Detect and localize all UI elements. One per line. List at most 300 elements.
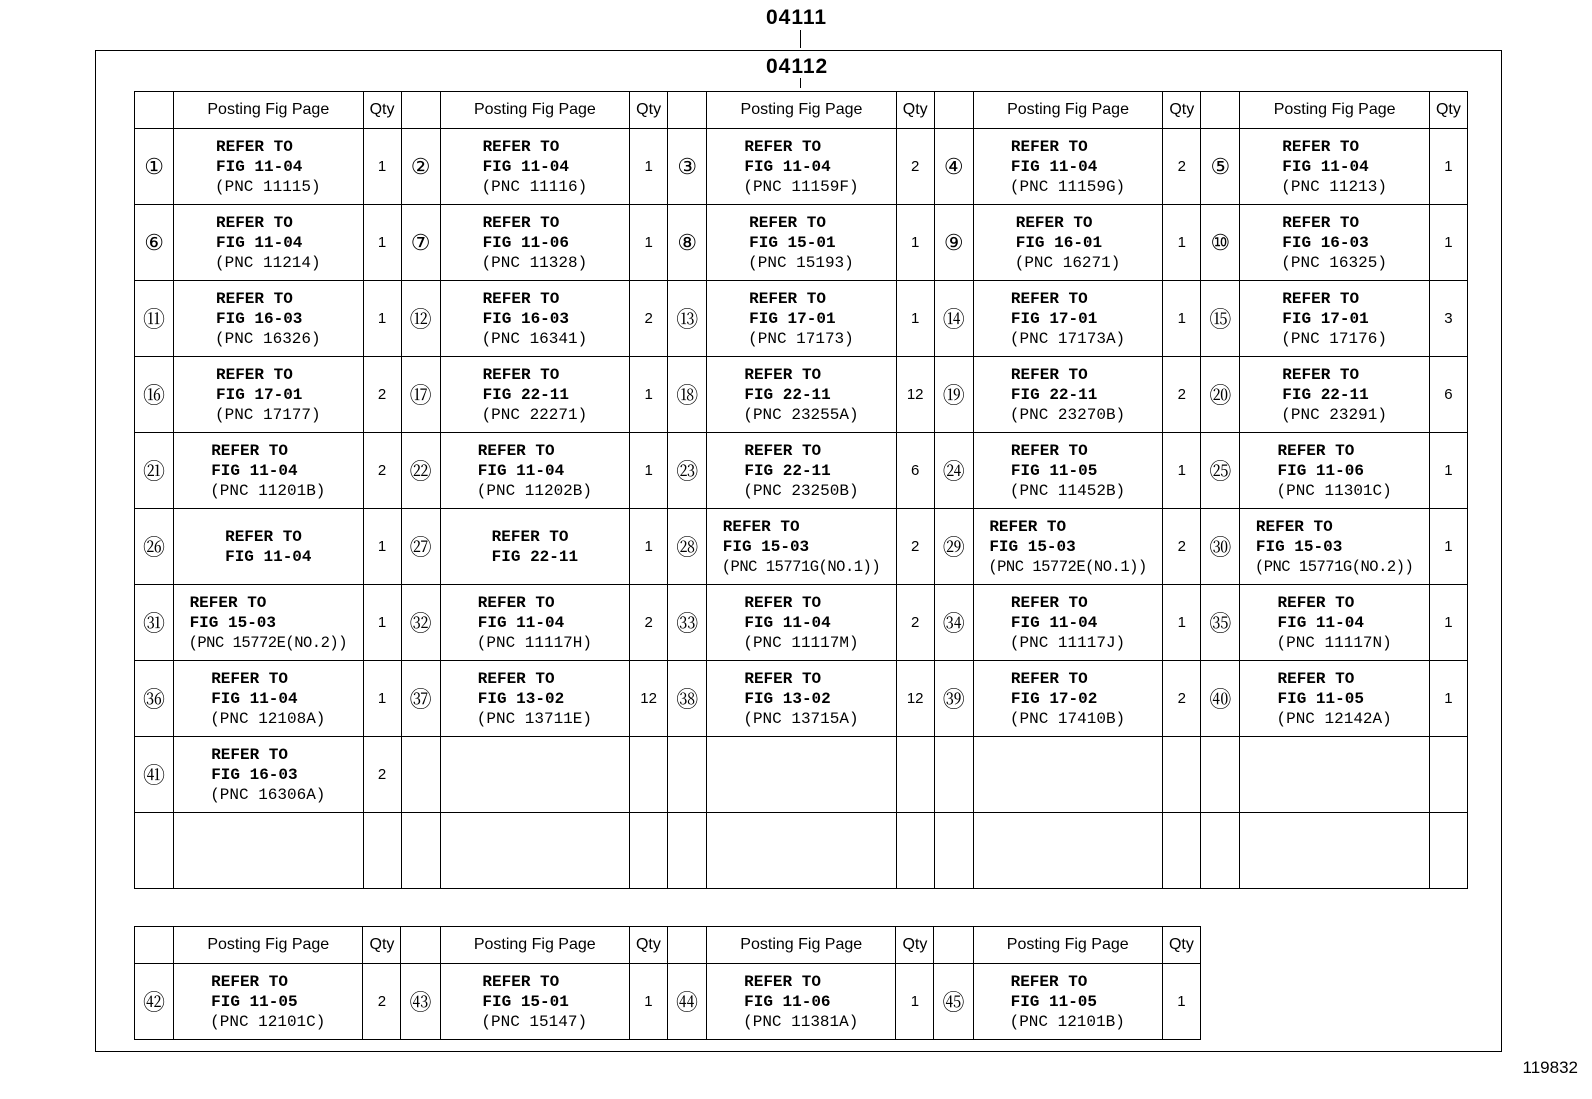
- header-posting-fig-page: Posting Fig Page: [973, 92, 1162, 129]
- qty-cell: 1: [363, 585, 401, 661]
- fig-page-text: FIG 11-04: [1282, 157, 1369, 176]
- posting-text: [1011, 365, 1125, 425]
- qty-cell: 1: [1162, 964, 1200, 1040]
- fig-page-text: FIG 17-01: [1010, 309, 1098, 328]
- empty-num-cell: [668, 813, 707, 889]
- posting-text: [1282, 289, 1387, 349]
- posting-text: [216, 365, 321, 425]
- item-number: ⑩: [1201, 205, 1240, 281]
- refer-to-text: REFER TO: [215, 365, 293, 384]
- posting-text: [1256, 517, 1413, 577]
- pnc-text: (PNC 17177): [214, 405, 321, 424]
- posting-fig-page-cell: [1240, 661, 1429, 737]
- fig-page-text: FIG 15-03: [722, 537, 810, 556]
- pnc-text: (PNC 15772E(NO.1)): [988, 557, 1147, 576]
- pnc-text: (PNC 22271): [481, 405, 588, 424]
- posting-text: [1011, 441, 1125, 501]
- posting-fig-page-cell: [707, 433, 896, 509]
- header-posting-fig-page: Posting Fig Page: [440, 92, 629, 129]
- qty-cell: 2: [1163, 509, 1201, 585]
- pnc-text: (PNC 11117H): [476, 633, 592, 652]
- table-row: [135, 585, 1468, 661]
- fig-page-text: FIG 11-04: [477, 461, 565, 480]
- pnc-text: (PNC 15771G(NO.2)): [1254, 557, 1414, 576]
- posting-fig-page-cell: [174, 433, 363, 509]
- posting-text: [1278, 669, 1392, 729]
- item-number: ⑭: [934, 281, 973, 357]
- fig-page-text: FIG 15-03: [189, 613, 276, 632]
- posting-fig-page-cell: [707, 964, 896, 1040]
- header-qty: Qty: [1429, 92, 1467, 129]
- header-posting-fig-page: Posting Fig Page: [707, 927, 896, 964]
- posting-fig-page-cell: [174, 129, 363, 205]
- pnc-text: (PNC 11301C): [1276, 481, 1392, 500]
- fig-page-text: FIG 13-02: [744, 689, 831, 708]
- fig-page-text: FIG 11-06: [482, 233, 569, 252]
- posting-text: [216, 213, 321, 273]
- fig-page-text: FIG 22-11: [744, 385, 831, 404]
- refer-to-text: REFER TO: [1277, 669, 1355, 688]
- pnc-text: (PNC 13711E): [476, 709, 592, 728]
- item-number: ⑳: [1201, 357, 1240, 433]
- table-row: [135, 737, 1468, 813]
- header-qty: Qty: [1163, 92, 1201, 129]
- refer-to-text: REFER TO: [211, 441, 288, 460]
- pnc-text: (PNC 11117N): [1276, 633, 1392, 652]
- header-posting-fig-page: Posting Fig Page: [707, 92, 896, 129]
- item-number: ⑥: [135, 205, 174, 281]
- posting-text: [1278, 593, 1392, 653]
- posting-fig-page-cell: [1240, 357, 1429, 433]
- posting-fig-page-cell: [973, 433, 1162, 509]
- posting-text: [211, 745, 325, 805]
- empty-qty-cell: [896, 813, 934, 889]
- table-row: [135, 281, 1468, 357]
- empty-qty-cell: [1163, 737, 1201, 813]
- fig-page-text: FIG 22-11: [1010, 385, 1098, 404]
- posting-text: [483, 365, 588, 425]
- item-number: ㊴: [934, 661, 973, 737]
- posting-fig-page-cell: [707, 509, 896, 585]
- fig-page-text: FIG 11-04: [211, 461, 298, 480]
- refer-to-text: REFER TO: [1277, 593, 1355, 612]
- fig-page-text: FIG 11-04: [215, 157, 303, 176]
- fig-page-text: FIG 11-04: [744, 157, 831, 176]
- qty-cell: 2: [896, 129, 934, 205]
- qty-cell: 2: [363, 964, 401, 1040]
- qty-cell: 1: [1163, 433, 1201, 509]
- item-number: ㉞: [934, 585, 973, 661]
- diagram-reference-number: 119832: [1522, 1058, 1578, 1077]
- table-row: [135, 509, 1468, 585]
- fig-page-text: FIG 11-04: [1010, 157, 1098, 176]
- refer-to-text: REFER TO: [1255, 517, 1333, 536]
- pnc-text: (PNC 16325): [1281, 253, 1387, 272]
- leader-line-04111: [800, 30, 801, 48]
- pnc-text: (PNC 11115): [214, 177, 321, 196]
- item-number: ⑫: [401, 281, 440, 357]
- empty-num-cell: [401, 813, 440, 889]
- refer-to-text: REFER TO: [477, 441, 555, 460]
- qty-cell: 1: [1429, 509, 1467, 585]
- posting-fig-page-cell: [973, 129, 1162, 205]
- header-num-cell: [401, 927, 440, 964]
- fig-page-text: FIG 11-04: [477, 613, 565, 632]
- qty-cell: 1: [630, 205, 668, 281]
- item-number: ㉓: [668, 433, 707, 509]
- header-qty: Qty: [630, 92, 668, 129]
- qty-cell: 1: [1429, 433, 1467, 509]
- table-row: [135, 661, 1468, 737]
- fig-page-text: FIG 11-04: [482, 157, 569, 176]
- item-number: ㉙: [934, 509, 973, 585]
- posting-fig-page-cell: [1240, 129, 1429, 205]
- item-number: ⑰: [401, 357, 440, 433]
- fig-page-text: FIG 11-04: [211, 689, 298, 708]
- header-posting-fig-page: Posting Fig Page: [440, 927, 629, 964]
- qty-cell: 1: [1429, 585, 1467, 661]
- posting-fig-page-cell: [1240, 509, 1429, 585]
- fig-page-text: FIG 16-03: [215, 309, 303, 328]
- table-row: [135, 205, 1468, 281]
- refer-to-text: REFER TO: [215, 289, 293, 308]
- posting-text: [216, 137, 321, 197]
- pnc-text: (PNC 15147): [481, 1012, 588, 1031]
- ref-label-04111: 04111: [766, 6, 828, 29]
- fig-page-text: FIG 11-04: [1277, 613, 1364, 632]
- table-row: [135, 129, 1468, 205]
- empty-posting-cell: [973, 813, 1162, 889]
- item-number: ⑦: [401, 205, 440, 281]
- posting-text: [1282, 213, 1387, 273]
- refer-to-text: REFER TO: [722, 517, 800, 536]
- posting-fig-page-cell: [707, 281, 896, 357]
- item-number: ⑧: [668, 205, 707, 281]
- posting-fig-page-cell: [707, 357, 896, 433]
- table-row: [135, 813, 1468, 889]
- qty-cell: 1: [363, 661, 401, 737]
- posting-fig-page-cell: [973, 964, 1162, 1040]
- posting-fig-page-cell: [174, 585, 363, 661]
- posting-fig-page-cell: [707, 661, 896, 737]
- refer-to-text: REFER TO: [1277, 441, 1355, 460]
- refer-to-text: REFER TO: [1282, 213, 1360, 232]
- qty-cell: 1: [896, 964, 934, 1040]
- qty-cell: 3: [1429, 281, 1467, 357]
- qty-cell: 2: [896, 509, 934, 585]
- empty-posting-cell: [440, 813, 629, 889]
- empty-qty-cell: [896, 737, 934, 813]
- posting-fig-page-cell: [174, 357, 363, 433]
- fig-page-text: FIG 11-04: [1010, 613, 1098, 632]
- fig-page-text: FIG 11-05: [1010, 992, 1098, 1011]
- item-number: ⑱: [668, 357, 707, 433]
- posting-text: [1282, 137, 1387, 197]
- pnc-text: (PNC 17176): [1281, 329, 1387, 348]
- posting-fig-page-cell: [973, 281, 1162, 357]
- qty-cell: 2: [363, 433, 401, 509]
- item-number: ㊱: [135, 661, 174, 737]
- main-parts-table: [134, 91, 1468, 889]
- qty-cell: 1: [1163, 281, 1201, 357]
- pnc-text: (PNC 23255A): [743, 405, 859, 424]
- fig-page-text: FIG 22-11: [482, 385, 569, 404]
- posting-fig-page-cell: [174, 281, 363, 357]
- qty-cell: 12: [896, 661, 934, 737]
- header-qty: Qty: [629, 927, 667, 964]
- refer-to-text: REFER TO: [1282, 137, 1360, 156]
- fig-page-text: FIG 15-03: [989, 537, 1076, 556]
- pnc-text: (PNC 11452B): [1009, 481, 1126, 500]
- posting-fig-page-cell: [973, 205, 1162, 281]
- refer-to-text: REFER TO: [1010, 137, 1088, 156]
- pnc-text: (PNC 11159G): [1009, 177, 1126, 196]
- posting-text: [744, 365, 858, 425]
- posting-fig-page-cell: [440, 433, 629, 509]
- refer-to-text: REFER TO: [477, 669, 555, 688]
- empty-num-cell: [934, 737, 973, 813]
- table-row: [135, 433, 1468, 509]
- qty-cell: 1: [363, 281, 401, 357]
- qty-cell: 1: [363, 205, 401, 281]
- item-number: ㊹: [667, 964, 706, 1040]
- item-number: ㉟: [1201, 585, 1240, 661]
- pnc-text: (PNC 16341): [481, 329, 588, 348]
- posting-text: [989, 517, 1146, 577]
- refer-to-text: REFER TO: [211, 745, 288, 764]
- item-number: ㉚: [1201, 509, 1240, 585]
- empty-qty-cell: [1429, 813, 1467, 889]
- posting-fig-page-cell: [174, 661, 363, 737]
- item-number: ⑨: [934, 205, 973, 281]
- item-number: ㊸: [401, 964, 440, 1040]
- posting-fig-page-cell: [440, 281, 629, 357]
- empty-posting-cell: [1240, 737, 1429, 813]
- refer-to-text: REFER TO: [1282, 365, 1360, 384]
- posting-text: [483, 289, 588, 349]
- header-num-cell: [668, 92, 707, 129]
- posting-fig-page-cell: [1240, 205, 1429, 281]
- empty-num-cell: [1201, 813, 1240, 889]
- qty-cell: 1: [363, 509, 401, 585]
- header-posting-fig-page: Posting Fig Page: [174, 927, 363, 964]
- pnc-text: (PNC 11202B): [476, 481, 592, 500]
- qty-cell: 1: [1429, 205, 1467, 281]
- pnc-text: (PNC 15772E(NO.2)): [188, 633, 348, 652]
- qty-cell: 12: [896, 357, 934, 433]
- refer-to-text: REFER TO: [491, 527, 569, 546]
- pnc-text: (PNC 12108A): [210, 709, 326, 728]
- posting-text: [483, 213, 588, 273]
- header-qty: Qty: [896, 92, 934, 129]
- item-number: ⑮: [1201, 281, 1240, 357]
- posting-fig-page-cell: [707, 585, 896, 661]
- pnc-text: (PNC 23291): [1281, 405, 1387, 424]
- posting-text: [744, 593, 858, 653]
- pnc-text: (PNC 11159F): [743, 177, 859, 196]
- item-number: ④: [934, 129, 973, 205]
- refer-to-text: REFER TO: [1282, 289, 1360, 308]
- refer-to-text: REFER TO: [749, 289, 826, 308]
- posting-text: [211, 669, 325, 729]
- empty-num-cell: [1201, 737, 1240, 813]
- posting-fig-page-cell: [973, 585, 1162, 661]
- refer-to-text: REFER TO: [215, 137, 293, 156]
- item-number: ㊷: [135, 964, 174, 1040]
- header-qty: Qty: [1162, 927, 1200, 964]
- posting-text: [744, 137, 858, 197]
- item-number: ㊳: [668, 661, 707, 737]
- refer-to-text: REFER TO: [744, 137, 822, 156]
- empty-posting-cell: [707, 737, 896, 813]
- item-number: ㉜: [401, 585, 440, 661]
- empty-posting-cell: [1240, 813, 1429, 889]
- posting-fig-page-cell: [174, 205, 363, 281]
- posting-text: [1011, 669, 1125, 729]
- fig-page-text: FIG 17-02: [1010, 689, 1098, 708]
- refer-to-text: REFER TO: [744, 972, 821, 991]
- refer-to-text: REFER TO: [482, 365, 560, 384]
- posting-text: [1011, 289, 1125, 349]
- posting-text: [211, 441, 325, 501]
- item-number: ㉖: [135, 509, 174, 585]
- posting-fig-page-cell: [707, 129, 896, 205]
- fig-page-text: FIG 11-04: [744, 613, 831, 632]
- qty-cell: 2: [896, 585, 934, 661]
- posting-fig-page-cell: [174, 737, 363, 813]
- qty-cell: 2: [1163, 129, 1201, 205]
- fig-page-text: FIG 13-02: [477, 689, 565, 708]
- fig-page-text: FIG 17-01: [215, 385, 303, 404]
- qty-cell: 2: [363, 357, 401, 433]
- fig-page-text: FIG 11-04: [225, 547, 312, 566]
- qty-cell: 1: [630, 509, 668, 585]
- header-num-cell: [401, 92, 440, 129]
- posting-text: [225, 527, 311, 567]
- posting-fig-page-cell: [440, 129, 629, 205]
- fig-page-text: FIG 11-05: [1277, 689, 1364, 708]
- fig-page-text: FIG 16-03: [211, 765, 298, 784]
- refer-to-text: REFER TO: [482, 972, 560, 991]
- posting-text: [1011, 972, 1125, 1032]
- refer-to-text: REFER TO: [215, 213, 293, 232]
- pnc-text: (PNC 23250B): [743, 481, 859, 500]
- header-posting-fig-page: Posting Fig Page: [973, 927, 1162, 964]
- refer-to-text: REFER TO: [1010, 972, 1088, 991]
- posting-text: [744, 669, 858, 729]
- pnc-text: (PNC 11381A): [743, 1012, 859, 1031]
- posting-fig-page-cell: [973, 509, 1162, 585]
- posting-fig-page-cell: [440, 964, 629, 1040]
- refer-to-text: REFER TO: [189, 593, 267, 612]
- table-row: [135, 357, 1468, 433]
- refer-to-text: REFER TO: [1010, 669, 1088, 688]
- pnc-text: (PNC 11117M): [743, 633, 859, 652]
- header-qty: Qty: [896, 927, 934, 964]
- ref-label-04112: 04112: [766, 55, 829, 78]
- posting-text: [483, 137, 588, 197]
- item-number: ㉝: [668, 585, 707, 661]
- qty-cell: 1: [1429, 129, 1467, 205]
- pnc-text: (PNC 12142A): [1276, 709, 1392, 728]
- fig-page-text: FIG 17-01: [749, 309, 836, 328]
- posting-text: [478, 441, 592, 501]
- empty-qty-cell: [630, 813, 668, 889]
- empty-num-cell: [135, 813, 174, 889]
- pnc-text: (PNC 11116): [481, 177, 588, 196]
- item-number: ⑬: [668, 281, 707, 357]
- item-number: ㉒: [401, 433, 440, 509]
- pnc-text: (PNC 15193): [748, 253, 854, 272]
- posting-fig-page-cell: [440, 205, 629, 281]
- pnc-text: (PNC 12101C): [210, 1012, 326, 1031]
- posting-text: [216, 289, 321, 349]
- fig-page-text: FIG 17-01: [1282, 309, 1369, 328]
- posting-text: [478, 593, 592, 653]
- header-qty: Qty: [363, 927, 401, 964]
- empty-qty-cell: [1429, 737, 1467, 813]
- fig-page-text: FIG 22-11: [744, 461, 831, 480]
- qty-cell: 2: [1163, 357, 1201, 433]
- posting-fig-page-cell: [440, 357, 629, 433]
- qty-cell: 1: [1163, 585, 1201, 661]
- refer-to-text: REFER TO: [211, 669, 288, 688]
- posting-text: [190, 593, 347, 653]
- posting-fig-page-cell: [440, 509, 629, 585]
- refer-to-text: REFER TO: [749, 213, 826, 232]
- refer-to-text: REFER TO: [744, 593, 822, 612]
- item-number: ⑤: [1201, 129, 1240, 205]
- fig-page-text: FIG 16-01: [1015, 233, 1103, 252]
- header-num-cell: [934, 92, 973, 129]
- fig-page-text: FIG 11-04: [215, 233, 303, 252]
- empty-num-cell: [934, 813, 973, 889]
- fig-page-text: FIG 11-05: [211, 992, 298, 1011]
- pnc-text: (PNC 12101B): [1009, 1012, 1125, 1031]
- item-number: ㉘: [668, 509, 707, 585]
- header-num-cell: [667, 927, 706, 964]
- header-num-cell: [135, 92, 174, 129]
- leader-line-04112: [800, 78, 801, 88]
- qty-cell: 2: [1163, 661, 1201, 737]
- qty-cell: 1: [896, 205, 934, 281]
- item-number: ㊵: [1201, 661, 1240, 737]
- pnc-text: (PNC 23270B): [1009, 405, 1126, 424]
- pnc-text: (PNC 17173A): [1009, 329, 1126, 348]
- refer-to-text: REFER TO: [1010, 365, 1088, 384]
- fig-page-text: FIG 22-11: [491, 547, 579, 566]
- item-number: ⑪: [135, 281, 174, 357]
- refer-to-text: REFER TO: [1010, 289, 1088, 308]
- item-number: ㉑: [135, 433, 174, 509]
- item-number: ㊶: [135, 737, 174, 813]
- posting-text: [211, 972, 325, 1032]
- pnc-text: (PNC 11214): [214, 253, 321, 272]
- posting-fig-page-cell: [707, 205, 896, 281]
- fig-page-text: FIG 11-06: [1277, 461, 1364, 480]
- sub-parts-table: [134, 926, 1201, 1040]
- item-number: ㊲: [401, 661, 440, 737]
- posting-fig-page-cell: [1240, 585, 1429, 661]
- posting-fig-page-cell: [973, 661, 1162, 737]
- pnc-text: (PNC 17173): [748, 329, 854, 348]
- qty-cell: 6: [896, 433, 934, 509]
- item-number: ②: [401, 129, 440, 205]
- qty-cell: 1: [630, 433, 668, 509]
- pnc-text: (PNC 11201B): [210, 481, 326, 500]
- empty-posting-cell: [174, 813, 363, 889]
- pnc-text: (PNC 16326): [214, 329, 321, 348]
